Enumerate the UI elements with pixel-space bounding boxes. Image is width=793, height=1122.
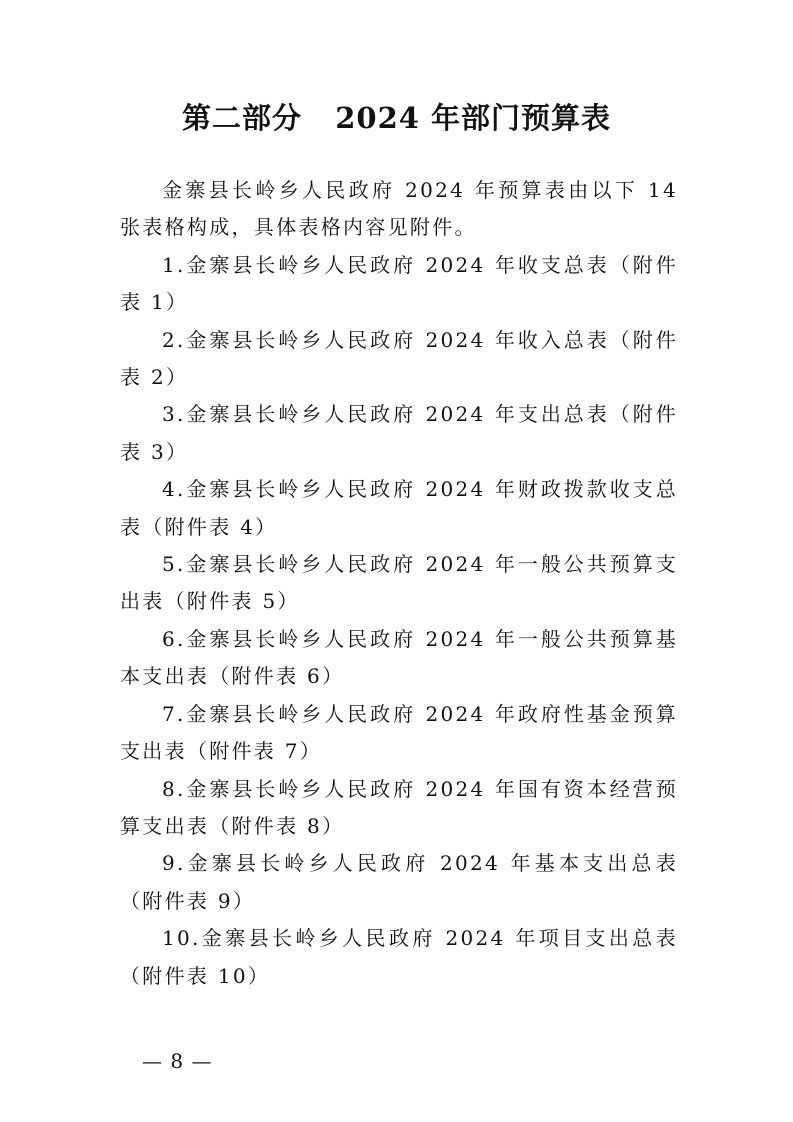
page-title: 第二部分 2024 年部门预算表 [181, 101, 612, 135]
list-item: 7.金寨县长岭乡人民政府 2024 年政府性基金预算支出表（附件表 7） [120, 701, 678, 764]
page-number: — 8 — [142, 1049, 213, 1073]
list-item: 3.金寨县长岭乡人民政府 2024 年支出总表（附件表 3） [120, 402, 678, 464]
list-item: 9.金寨县长岭乡人民政府 2024 年基本支出总表（附件表 9） [120, 851, 678, 913]
list-item: 2.金寨县长岭乡人民政府 2024 年收入总表（附件表 2） [120, 327, 678, 390]
list-item: 4.金寨县长岭乡人民政府 2024 年财政拨款收支总表（附件表 4） [120, 477, 678, 539]
list-item: 8.金寨县长岭乡人民政府 2024 年国有资本经营预算支出表（附件表 8） [120, 776, 678, 838]
list-item: 6.金寨县长岭乡人民政府 2024 年一般公共预算基本支出表（附件表 6） [120, 626, 678, 689]
document-body [120, 172, 678, 995]
intro-paragraph: 金寨县长岭乡人民政府 2024 年预算表由以下 14 张表格构成，具体表格内容见附件。 [120, 178, 678, 240]
list-item: 1.金寨县长岭乡人民政府 2024 年收支总表（附件表 1） [120, 252, 678, 315]
list-item: 5.金寨县长岭乡人民政府 2024 年一般公共预算支出表（附件表 5） [120, 552, 678, 614]
list-item: 10.金寨县长岭乡人民政府 2024 年项目支出总表（附件表 10） [120, 926, 678, 988]
